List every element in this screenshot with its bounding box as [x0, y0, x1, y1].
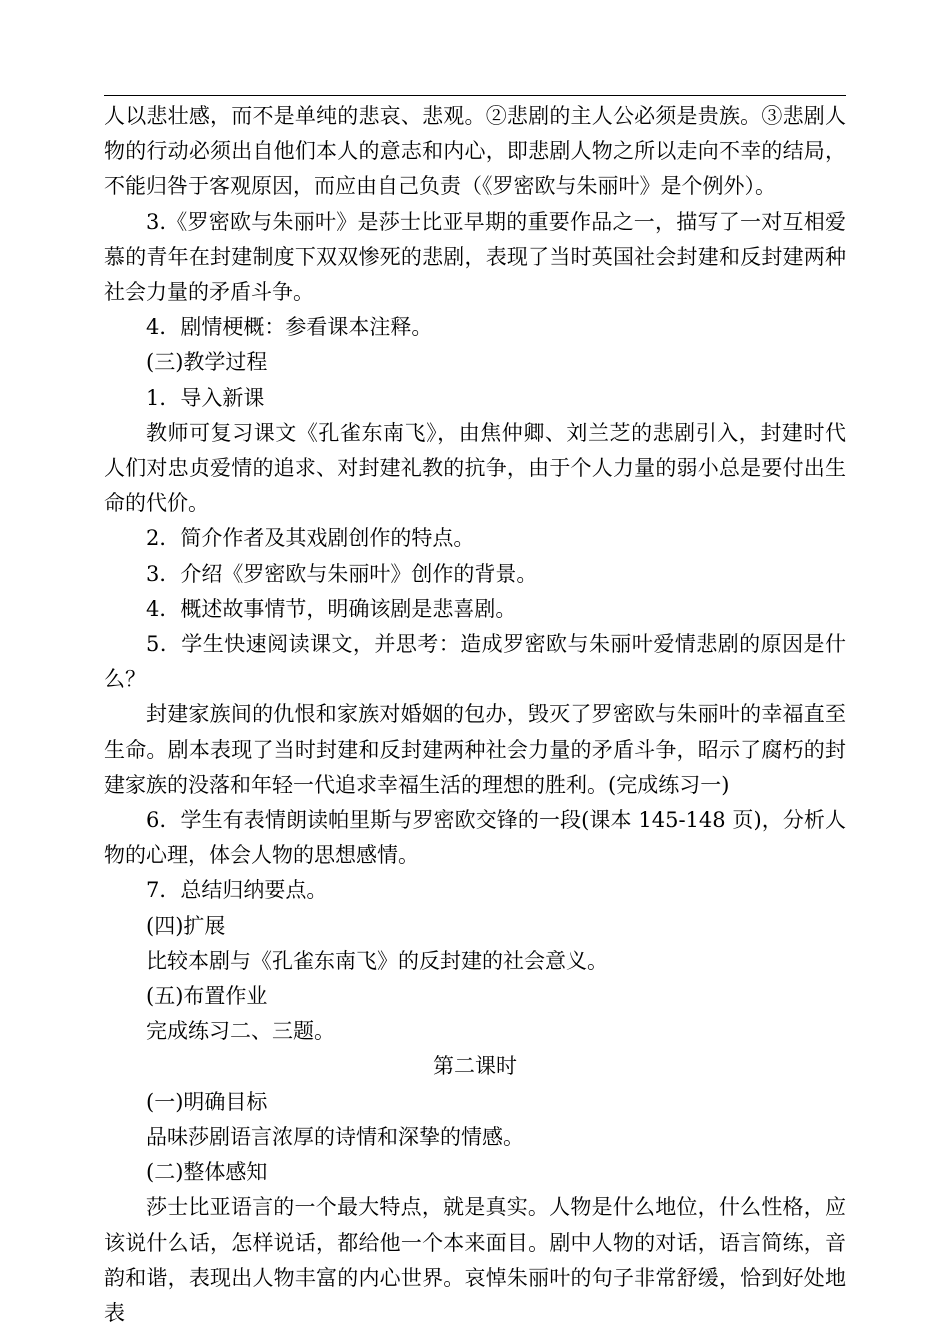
header-rule: [104, 95, 846, 96]
step-5: 5．学生快速阅读课文，并思考：造成罗密欧与朱丽叶爱情悲剧的原因是什么？: [104, 632, 846, 692]
step-3: 3．介绍《罗密欧与朱丽叶》创作的背景。: [146, 561, 538, 586]
step-7: 7．总结归纳要点。: [146, 878, 328, 903]
paragraph-introduction: 教师可复习课文《孔雀东南飞》，由焦仲卿、刘兰芝的悲剧引入，封建时代人们对忠贞爱情的追求、对封建礼教的抗争，由于个人力量的弱小总是要付出生命的代价。: [104, 420, 846, 516]
paragraph-continuation: 人以悲壮感，而不是单纯的悲哀、悲观。②悲剧的主人公必须是贵族。③悲剧人物的行动必须出自他们本人的意志和内心，即悲剧人物之所以走向不幸的结局，不能归咎于客观原因，而应由自己负责（《罗密欧与朱丽叶》是个例外）。: [104, 104, 846, 199]
step-6: 6．学生有表情朗读帕里斯与罗密欧交锋的一段(课本 145-148 页)，分析人物的心理，体会人物的思想感情。: [104, 808, 846, 868]
section-heading-teaching-process: (三)教学过程: [146, 350, 268, 375]
step-2: 2．简介作者及其戏剧创作的特点。: [146, 526, 475, 551]
section-heading-homework: (五)布置作业: [146, 984, 268, 1009]
section-heading-goals: (一)明确目标: [146, 1089, 268, 1114]
paragraph-item-3: 3.《罗密欧与朱丽叶》是莎士比亚早期的重要作品之一，描写了一对互相爱慕的青年在封建制度下双双惨死的悲剧，表现了当时英国社会封建和反封建两种社会力量的矛盾斗争。: [104, 209, 846, 305]
section-heading-extension: (四)扩展: [146, 913, 226, 938]
step-4: 4．概述故事情节，明确该剧是悲喜剧。: [146, 596, 517, 621]
section-heading-overall: (二)整体感知: [146, 1160, 268, 1185]
lesson-heading-second: 第二课时: [433, 1054, 517, 1079]
document-body: [104, 99, 846, 1331]
paragraph-extension: 比较本剧与《孔雀东南飞》的反封建的社会意义。: [146, 948, 608, 973]
paragraph-homework: 完成练习二、三题。: [146, 1019, 335, 1044]
paragraph-overall: 莎士比亚语言的一个最大特点，就是真实。人物是什么地位，什么性格，应该说什么话，怎样说话，都给他一个本来面目。剧中人物的对话，语言简练，音韵和谐，表现出人物丰富的内心世界。哀悼朱丽叶的句子非常舒缓，恰到好处地表: [104, 1195, 846, 1325]
paragraph-item-4: 4．剧情梗概：参看课本注释。: [146, 315, 433, 340]
step-heading-1: 1．导入新课: [146, 385, 265, 410]
paragraph-goals: 品味莎剧语言浓厚的诗情和深挚的情感。: [146, 1124, 524, 1149]
paragraph-answer: 封建家族间的仇恨和家族对婚姻的包办，毁灭了罗密欧与朱丽叶的幸福直至生命。剧本表现了当时封建和反封建两种社会力量的矛盾斗争，昭示了腐朽的封建家族的没落和年轻一代追求幸福生活的理想的胜利。(完成练习一): [104, 702, 846, 797]
